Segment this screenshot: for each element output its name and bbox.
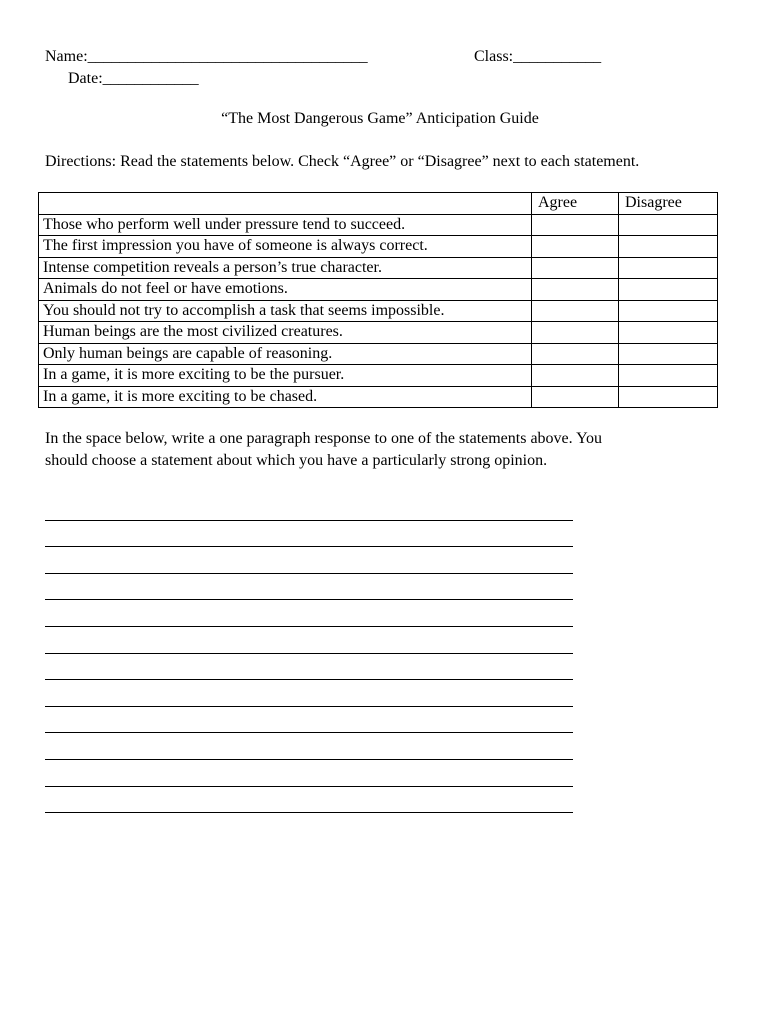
table-row <box>39 365 718 387</box>
disagree-checkbox-cell[interactable] <box>619 322 718 344</box>
writing-line[interactable] <box>45 680 573 707</box>
statement-cell: In a game, it is more exciting to be the pursuer. <box>39 365 532 387</box>
writing-line[interactable] <box>45 707 573 734</box>
table-row <box>39 386 718 408</box>
statement-column-header <box>39 193 532 215</box>
disagree-checkbox-cell[interactable] <box>619 257 718 279</box>
class-field[interactable]: Class:___________ <box>474 48 602 65</box>
disagree-checkbox-cell[interactable] <box>619 343 718 365</box>
table-header-row <box>39 193 718 215</box>
writing-line[interactable] <box>45 627 573 654</box>
statement-cell: You should not try to accomplish a task that seems impossible. <box>39 300 532 322</box>
agree-checkbox-cell[interactable] <box>532 343 619 365</box>
writing-line[interactable] <box>45 787 573 814</box>
disagree-checkbox-cell[interactable] <box>619 236 718 258</box>
writing-line[interactable] <box>45 521 573 548</box>
statement-cell: The first impression you have of someone is always correct. <box>39 236 532 258</box>
statement-cell: Only human beings are capable of reasoning. <box>39 343 532 365</box>
directions-text: Directions: Read the statements below. Check “Agree” or “Disagree” next to each statement. <box>45 153 640 170</box>
statement-cell: Animals do not feel or have emotions. <box>39 279 532 301</box>
writing-line[interactable] <box>45 654 573 681</box>
disagree-checkbox-cell[interactable] <box>619 365 718 387</box>
writing-line[interactable] <box>45 494 573 521</box>
statement-cell: Human beings are the most civilized creatures. <box>39 322 532 344</box>
anticipation-table <box>38 192 718 408</box>
disagree-checkbox-cell[interactable] <box>619 300 718 322</box>
writing-line[interactable] <box>45 733 573 760</box>
table-row <box>39 257 718 279</box>
writing-line[interactable] <box>45 547 573 574</box>
response-writing-area[interactable] <box>45 494 573 813</box>
statement-cell: Intense competition reveals a person’s true character. <box>39 257 532 279</box>
agree-checkbox-cell[interactable] <box>532 236 619 258</box>
disagree-checkbox-cell[interactable] <box>619 279 718 301</box>
name-field[interactable]: Name:___________________________________ <box>45 48 368 65</box>
writing-line[interactable] <box>45 574 573 601</box>
statement-cell: In a game, it is more exciting to be chased. <box>39 386 532 408</box>
table-row <box>39 214 718 236</box>
date-field[interactable]: Date:____________ <box>68 70 199 87</box>
agree-checkbox-cell[interactable] <box>532 365 619 387</box>
disagree-checkbox-cell[interactable] <box>619 386 718 408</box>
table-row <box>39 279 718 301</box>
agree-checkbox-cell[interactable] <box>532 322 619 344</box>
writing-line[interactable] <box>45 600 573 627</box>
table-row <box>39 343 718 365</box>
prompt-line-1: In the space below, write a one paragraph response to one of the statements above. You <box>45 430 603 447</box>
disagree-column-header: Disagree <box>619 193 718 215</box>
table-row <box>39 322 718 344</box>
page-title: “The Most Dangerous Game” Anticipation Guide <box>221 110 539 127</box>
table-row <box>39 236 718 258</box>
agree-checkbox-cell[interactable] <box>532 214 619 236</box>
writing-line[interactable] <box>45 760 573 787</box>
agree-checkbox-cell[interactable] <box>532 257 619 279</box>
prompt-line-2: should choose a statement about which you have a particularly strong opinion. <box>45 452 548 469</box>
response-prompt <box>45 428 745 472</box>
statement-cell: Those who perform well under pressure tend to succeed. <box>39 214 532 236</box>
disagree-checkbox-cell[interactable] <box>619 214 718 236</box>
agree-checkbox-cell[interactable] <box>532 300 619 322</box>
agree-checkbox-cell[interactable] <box>532 279 619 301</box>
agree-column-header: Agree <box>532 193 619 215</box>
table-row <box>39 300 718 322</box>
agree-checkbox-cell[interactable] <box>532 386 619 408</box>
